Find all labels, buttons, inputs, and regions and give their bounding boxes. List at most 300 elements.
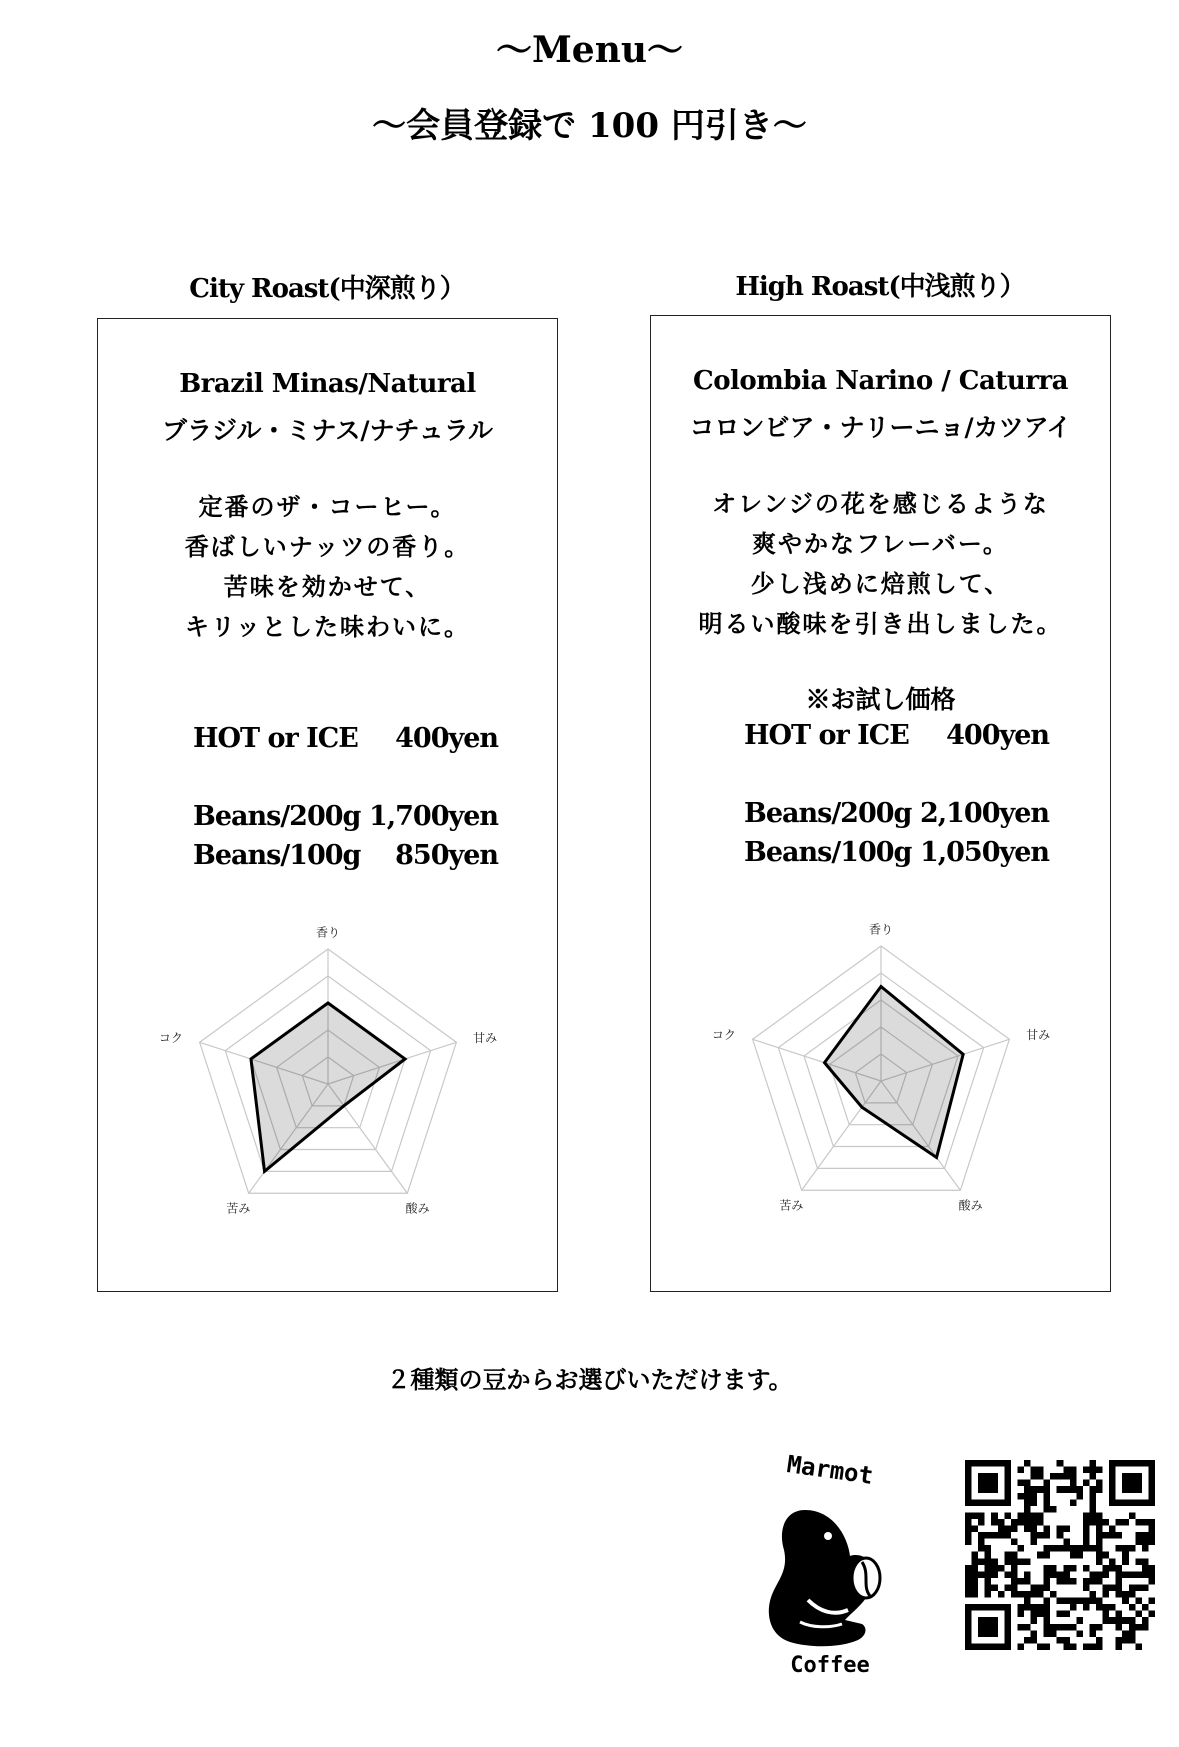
qr-module — [1024, 1512, 1031, 1519]
qr-module — [1089, 1506, 1096, 1513]
qr-module — [1135, 1611, 1142, 1618]
qr-module — [965, 1526, 972, 1533]
qr-module — [1044, 1630, 1051, 1637]
qr-module — [1116, 1532, 1123, 1539]
qr-module — [1070, 1643, 1077, 1650]
qr-module — [1024, 1499, 1031, 1506]
qr-module — [1011, 1571, 1018, 1578]
qr-module — [1044, 1480, 1051, 1487]
qr-module — [1017, 1467, 1024, 1474]
qr-module — [1089, 1571, 1096, 1578]
qr-module — [1057, 1532, 1064, 1539]
qr-module — [1148, 1611, 1155, 1618]
description-line: オレンジの花を感じるような — [712, 489, 1049, 518]
qr-module — [1037, 1643, 1044, 1650]
qr-module — [1103, 1604, 1110, 1611]
logo-bottom-text: Coffee — [790, 1653, 870, 1678]
radar-axis-label: 香り — [315, 925, 341, 940]
qr-module — [1116, 1571, 1123, 1578]
qr-module — [1116, 1643, 1123, 1650]
qr-module — [1135, 1584, 1142, 1591]
qr-module — [1089, 1493, 1096, 1500]
qr-module — [1024, 1486, 1031, 1493]
qr-module — [1142, 1519, 1149, 1526]
qr-module — [991, 1512, 998, 1519]
qr-module — [1031, 1486, 1038, 1493]
marmot-coffee-logo — [750, 1450, 910, 1680]
qr-module — [972, 1578, 979, 1585]
qr-module — [1116, 1591, 1123, 1598]
qr-module — [1024, 1604, 1031, 1611]
qr-module — [972, 1558, 979, 1565]
qr-module — [1024, 1526, 1031, 1533]
qr-module — [991, 1558, 998, 1565]
qr-module — [1044, 1532, 1051, 1539]
price-value: 1,700yen — [368, 801, 498, 832]
qr-module — [985, 1545, 992, 1552]
radar-axis-label: 甘み — [473, 1030, 498, 1045]
qr-module — [1057, 1545, 1064, 1552]
qr-module — [1057, 1571, 1064, 1578]
radar-data-area — [825, 987, 964, 1158]
qr-module — [1096, 1519, 1103, 1526]
qr-module — [1122, 1637, 1129, 1644]
qr-module — [1017, 1624, 1024, 1631]
qr-module — [1129, 1637, 1136, 1644]
qr-module — [1063, 1571, 1070, 1578]
qr-module — [1017, 1611, 1024, 1618]
qr-module — [1096, 1558, 1103, 1565]
qr-module — [985, 1571, 992, 1578]
qr-module — [972, 1571, 979, 1578]
qr-module — [1050, 1630, 1057, 1637]
price-label: HOT or ICE — [744, 720, 909, 751]
qr-module — [1103, 1591, 1110, 1598]
price-label: HOT or ICE — [193, 723, 358, 754]
qr-module — [972, 1552, 979, 1559]
qr-module — [1142, 1584, 1149, 1591]
qr-module — [1063, 1624, 1070, 1631]
qr-module — [1103, 1611, 1110, 1618]
qr-module — [1070, 1486, 1077, 1493]
qr-module — [1031, 1611, 1038, 1618]
qr-module — [1011, 1526, 1018, 1533]
qr-module — [1037, 1611, 1044, 1618]
qr-module — [1096, 1598, 1103, 1605]
price-value: 1,050yen — [919, 837, 1049, 868]
qr-module — [1031, 1617, 1038, 1624]
qr-module — [1070, 1598, 1077, 1605]
qr-module — [1070, 1565, 1077, 1572]
qr-module — [1096, 1467, 1103, 1474]
qr-module — [1011, 1539, 1018, 1546]
qr-module — [1011, 1519, 1018, 1526]
qr-module — [1044, 1493, 1051, 1500]
qr-module — [1135, 1558, 1142, 1565]
qr-module — [1031, 1539, 1038, 1546]
qr-module — [1103, 1565, 1110, 1572]
qr-module — [1063, 1565, 1070, 1572]
qr-module — [1142, 1558, 1149, 1565]
qr-module — [985, 1578, 992, 1585]
qr-module — [1089, 1578, 1096, 1585]
qr-module — [1063, 1598, 1070, 1605]
qr-module — [978, 1545, 985, 1552]
qr-module — [998, 1519, 1005, 1526]
qr-module — [1096, 1643, 1103, 1650]
qr-module — [1122, 1552, 1129, 1559]
qr-module — [1135, 1539, 1142, 1546]
qr-module — [1044, 1506, 1051, 1513]
qr-module — [1148, 1519, 1155, 1526]
qr-code[interactable] — [965, 1460, 1155, 1650]
qr-module — [1083, 1532, 1090, 1539]
qr-module — [991, 1519, 998, 1526]
qr-module — [1031, 1604, 1038, 1611]
qr-module — [1004, 1552, 1011, 1559]
qr-module — [998, 1526, 1005, 1533]
qr-module — [1017, 1512, 1024, 1519]
qr-module — [1129, 1604, 1136, 1611]
qr-module — [1103, 1519, 1110, 1526]
qr-module — [1116, 1617, 1123, 1624]
price-value: 850yen — [395, 840, 498, 871]
qr-module — [1044, 1598, 1051, 1605]
qr-module — [978, 1571, 985, 1578]
bean-name: Colombia Narino / Caturra — [693, 366, 1068, 396]
radar-data-area — [251, 1003, 405, 1171]
qr-module — [1050, 1624, 1057, 1631]
qr-module — [1024, 1519, 1031, 1526]
qr-module — [1142, 1539, 1149, 1546]
radar-axis-label: 香り — [868, 922, 894, 937]
qr-module — [991, 1571, 998, 1578]
qr-module — [1004, 1558, 1011, 1565]
qr-module — [1044, 1526, 1051, 1533]
qr-module — [985, 1558, 992, 1565]
qr-module — [1050, 1506, 1057, 1513]
qr-module — [1089, 1486, 1096, 1493]
qr-module — [1063, 1467, 1070, 1474]
radar-axis-label: 酸み — [405, 1201, 430, 1216]
qr-module — [1057, 1611, 1064, 1618]
qr-module — [1063, 1578, 1070, 1585]
qr-module — [1116, 1611, 1123, 1618]
qr-module — [1070, 1578, 1077, 1585]
qr-module — [1103, 1552, 1110, 1559]
qr-module — [1076, 1598, 1083, 1605]
qr-module — [1076, 1486, 1083, 1493]
qr-module — [985, 1532, 992, 1539]
qr-module — [1050, 1473, 1057, 1480]
qr-module — [1076, 1630, 1083, 1637]
qr-module — [1031, 1499, 1038, 1506]
qr-module — [998, 1591, 1005, 1598]
qr-module — [1031, 1473, 1038, 1480]
qr-module — [1129, 1630, 1136, 1637]
qr-module — [1116, 1519, 1123, 1526]
qr-module — [1089, 1630, 1096, 1637]
qr-module — [1031, 1532, 1038, 1539]
qr-module — [1031, 1493, 1038, 1500]
logo-top-text: Marmot — [785, 1450, 875, 1490]
qr-module — [1024, 1598, 1031, 1605]
qr-module — [978, 1539, 985, 1546]
qr-module — [1017, 1591, 1024, 1598]
bean-name-kana: ブラジル・ミナス/ナチュラル — [161, 416, 493, 445]
qr-module — [1063, 1611, 1070, 1618]
qr-module — [1031, 1526, 1038, 1533]
qr-module — [1083, 1584, 1090, 1591]
qr-module — [1031, 1467, 1038, 1474]
qr-module — [1142, 1532, 1149, 1539]
member-discount-subtitle: ～会員登録で 100 円引き～ — [372, 106, 807, 146]
qr-module — [1057, 1486, 1064, 1493]
qr-module — [1109, 1565, 1116, 1572]
qr-module — [1096, 1480, 1103, 1487]
qr-module — [1089, 1598, 1096, 1605]
qr-module — [1011, 1584, 1018, 1591]
qr-module — [1011, 1558, 1018, 1565]
qr-module — [1089, 1467, 1096, 1474]
qr-module — [1017, 1578, 1024, 1585]
qr-module — [1037, 1512, 1044, 1519]
qr-module — [1116, 1545, 1123, 1552]
qr-module — [1096, 1512, 1103, 1519]
qr-module — [1148, 1565, 1155, 1572]
qr-module — [1148, 1532, 1155, 1539]
qr-module — [1044, 1571, 1051, 1578]
menu-card-high-roast — [650, 315, 1111, 1292]
qr-module — [1050, 1591, 1057, 1598]
qr-module — [1116, 1637, 1123, 1644]
qr-module — [1148, 1578, 1155, 1585]
flavor-radar-chart — [701, 906, 1061, 1246]
qr-module — [1024, 1493, 1031, 1500]
qr-module — [972, 1565, 979, 1572]
qr-module — [1142, 1565, 1149, 1572]
qr-finder-core — [978, 1617, 998, 1637]
qr-module — [1057, 1598, 1064, 1605]
qr-module — [1096, 1624, 1103, 1631]
qr-module — [1096, 1532, 1103, 1539]
qr-module — [1116, 1565, 1123, 1572]
qr-module — [1096, 1545, 1103, 1552]
qr-module — [985, 1591, 992, 1598]
qr-module — [1063, 1545, 1070, 1552]
price-label: Beans/100g — [744, 837, 912, 868]
qr-module — [1083, 1526, 1090, 1533]
qr-module — [1057, 1637, 1064, 1644]
qr-module — [1057, 1578, 1064, 1585]
qr-module — [1031, 1519, 1038, 1526]
qr-finder-core — [1122, 1473, 1142, 1493]
qr-module — [965, 1584, 972, 1591]
trial-price-note: ※お試し価格 — [805, 685, 956, 714]
qr-module — [1050, 1571, 1057, 1578]
qr-module — [991, 1584, 998, 1591]
qr-module — [1083, 1604, 1090, 1611]
qr-module — [1037, 1473, 1044, 1480]
qr-module — [965, 1571, 972, 1578]
qr-module — [991, 1532, 998, 1539]
qr-module — [1135, 1643, 1142, 1650]
qr-module — [1089, 1624, 1096, 1631]
qr-module — [1096, 1578, 1103, 1585]
qr-module — [1024, 1624, 1031, 1631]
bean-name: Brazil Minas/Natural — [179, 369, 476, 399]
qr-module — [1031, 1630, 1038, 1637]
qr-module — [1083, 1539, 1090, 1546]
footer-note: ２種類の豆からお選びいただけます。 — [386, 1365, 793, 1394]
qr-module — [985, 1584, 992, 1591]
qr-module — [965, 1565, 972, 1572]
qr-module — [1017, 1558, 1024, 1565]
qr-module — [978, 1558, 985, 1565]
qr-module — [1142, 1617, 1149, 1624]
qr-module — [1070, 1624, 1077, 1631]
description-line: 明るい酸味を引き出しました。 — [698, 609, 1063, 638]
qr-module — [1103, 1584, 1110, 1591]
roast-heading-city: City Roast(中深煎り） — [189, 274, 465, 304]
flavor-radar-chart — [148, 909, 508, 1249]
qr-module — [1083, 1565, 1090, 1572]
qr-module — [965, 1532, 972, 1539]
qr-module — [1063, 1526, 1070, 1533]
qr-module — [1070, 1480, 1077, 1487]
qr-module — [1044, 1643, 1051, 1650]
qr-module — [1044, 1611, 1051, 1618]
qr-module — [1024, 1506, 1031, 1513]
qr-module — [998, 1532, 1005, 1539]
qr-module — [1024, 1571, 1031, 1578]
qr-module — [1037, 1584, 1044, 1591]
qr-module — [1076, 1493, 1083, 1500]
qr-module — [1148, 1526, 1155, 1533]
qr-module — [972, 1591, 979, 1598]
qr-module — [1096, 1571, 1103, 1578]
qr-module — [991, 1565, 998, 1572]
radar-axis-label: 苦み — [226, 1201, 251, 1216]
qr-module — [1024, 1480, 1031, 1487]
qr-module — [1063, 1637, 1070, 1644]
qr-module — [1148, 1598, 1155, 1605]
qr-module — [1089, 1643, 1096, 1650]
qr-module — [1096, 1552, 1103, 1559]
qr-module — [1142, 1571, 1149, 1578]
qr-module — [1142, 1545, 1149, 1552]
qr-module — [965, 1512, 972, 1519]
qr-module — [1044, 1565, 1051, 1572]
qr-module — [1044, 1604, 1051, 1611]
qr-module — [1083, 1598, 1090, 1605]
qr-module — [1004, 1584, 1011, 1591]
qr-module — [1044, 1552, 1051, 1559]
qr-module — [1057, 1460, 1064, 1467]
qr-module — [1004, 1512, 1011, 1519]
qr-module — [1109, 1604, 1116, 1611]
description-line: 爽やかなフレーバー。 — [752, 529, 1009, 558]
qr-module — [1057, 1526, 1064, 1533]
menu-card-city-roast — [97, 318, 558, 1292]
qr-module — [1044, 1545, 1051, 1552]
marmot-eye — [824, 1532, 832, 1540]
qr-module — [1031, 1637, 1038, 1644]
qr-module — [1096, 1486, 1103, 1493]
qr-module — [1083, 1643, 1090, 1650]
qr-module — [1129, 1571, 1136, 1578]
qr-module — [1109, 1526, 1116, 1533]
qr-module — [998, 1565, 1005, 1572]
qr-module — [1024, 1637, 1031, 1644]
qr-module — [1024, 1460, 1031, 1467]
qr-module — [1063, 1473, 1070, 1480]
bean-name-kana: コロンビア・ナリーニョ/カツアイ — [689, 413, 1072, 442]
qr-module — [1057, 1624, 1064, 1631]
qr-module — [1148, 1571, 1155, 1578]
qr-module — [1076, 1545, 1083, 1552]
qr-module — [1122, 1598, 1129, 1605]
qr-module — [972, 1526, 979, 1533]
qr-module — [1116, 1584, 1123, 1591]
radar-axis-label: 酸み — [958, 1198, 983, 1213]
qr-module — [1089, 1512, 1096, 1519]
qr-module — [1083, 1467, 1090, 1474]
qr-module — [1017, 1519, 1024, 1526]
description-line: 少し浅めに焙煎して、 — [750, 569, 1011, 598]
qr-module — [1129, 1617, 1136, 1624]
qr-module — [965, 1591, 972, 1598]
qr-module — [972, 1512, 979, 1519]
price-value: 2,100yen — [919, 798, 1049, 829]
qr-module — [1070, 1473, 1077, 1480]
qr-module — [1017, 1493, 1024, 1500]
qr-module — [1103, 1617, 1110, 1624]
qr-module — [1050, 1565, 1057, 1572]
qr-module — [1044, 1584, 1051, 1591]
qr-module — [1096, 1526, 1103, 1533]
radar-axis-label: 甘み — [1026, 1027, 1051, 1042]
qr-module — [1076, 1617, 1083, 1624]
qr-module — [972, 1584, 979, 1591]
qr-module — [965, 1519, 972, 1526]
qr-module — [1070, 1499, 1077, 1506]
qr-module — [1109, 1617, 1116, 1624]
qr-module — [1129, 1512, 1136, 1519]
qr-module — [1070, 1467, 1077, 1474]
qr-module — [1089, 1460, 1096, 1467]
qr-module — [1135, 1532, 1142, 1539]
qr-module — [1142, 1604, 1149, 1611]
qr-module — [965, 1578, 972, 1585]
description-line: 定番のザ・コーヒー。 — [198, 492, 457, 521]
qr-module — [1037, 1552, 1044, 1559]
qr-module — [1044, 1499, 1051, 1506]
qr-module — [1096, 1539, 1103, 1546]
qr-module — [1037, 1591, 1044, 1598]
qr-module — [1004, 1526, 1011, 1533]
price-label: Beans/200g — [193, 801, 361, 832]
qr-module — [1135, 1624, 1142, 1631]
qr-module — [1037, 1532, 1044, 1539]
qr-module — [1011, 1565, 1018, 1572]
description-line: 苦味を効かせて、 — [223, 572, 432, 601]
qr-module — [1148, 1539, 1155, 1546]
qr-module — [1103, 1532, 1110, 1539]
qr-module — [1122, 1519, 1129, 1526]
qr-module — [1135, 1571, 1142, 1578]
qr-module — [978, 1519, 985, 1526]
